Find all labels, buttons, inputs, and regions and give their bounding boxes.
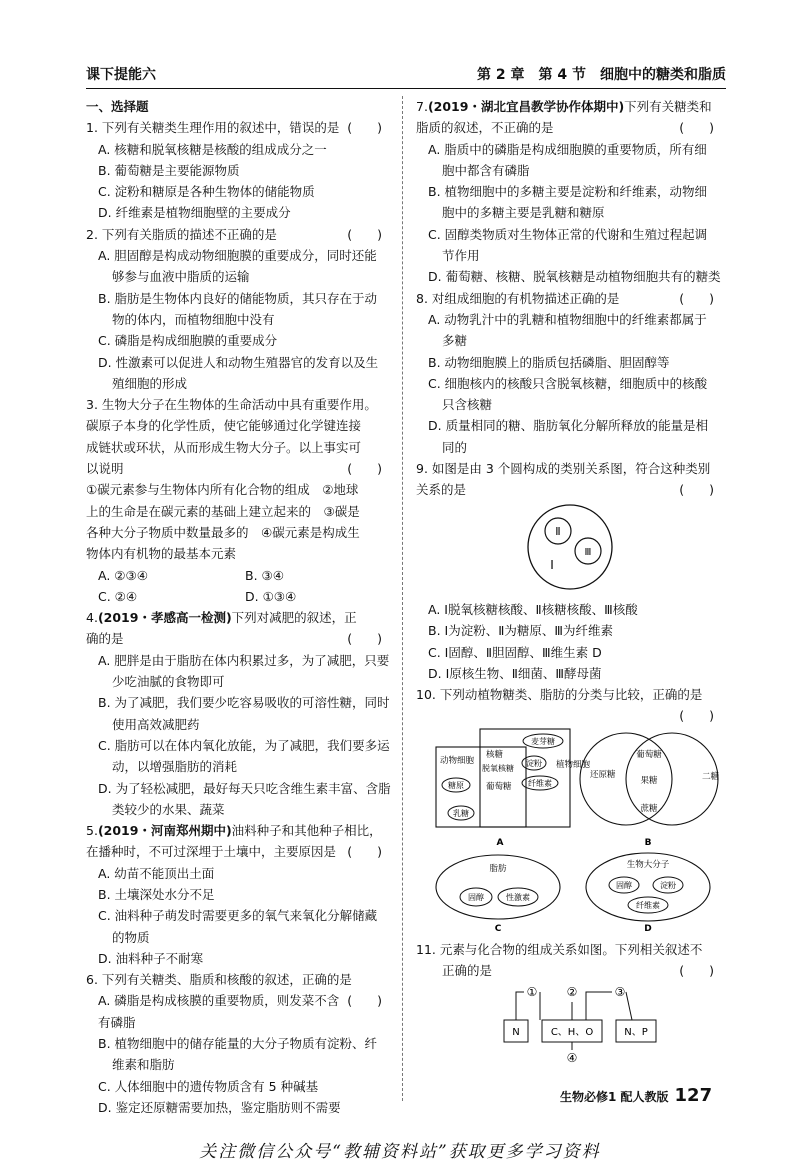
q4-stem: 下列对减肥的叙述，正	[231, 610, 357, 626]
left-column	[86, 96, 392, 1118]
label-a: A	[496, 837, 504, 848]
q9-stem-cont: 关系的是	[416, 482, 467, 498]
q6-option-b: B. 植物细胞中的储存能量的大分子物质有淀粉、纤	[98, 1036, 378, 1052]
q1-option-b: B. 葡萄糖是主要能源物质	[98, 162, 240, 178]
label-c: C	[494, 923, 502, 933]
q3-statement: 上的生命是在碳元素的基础上建立起来的 ③碳是	[86, 503, 360, 519]
page-number: 127	[674, 1085, 713, 1106]
link-np	[626, 992, 632, 1020]
circle-1: ①	[526, 984, 538, 999]
c-sterol: 固醇	[468, 892, 484, 902]
q7-option-a: A. 脂质中的磷脂是构成细胞膜的重要物质，所有细	[428, 141, 707, 157]
a-glycogen: 糖原	[448, 780, 464, 790]
q4-option-c-cont: 动，以增强脂肪的消耗	[112, 759, 238, 775]
a-deoxy: 脱氧核糖	[482, 763, 514, 773]
q2-option-a-cont: 够参与血液中脂质的运输	[112, 269, 250, 285]
answer-paren: ( )	[347, 631, 382, 647]
a-glucose: 葡萄糖	[486, 781, 512, 792]
q8-stem: 8. 对组成细胞的有机物描述正确的是	[416, 290, 620, 306]
q1-option-c: C. 淀粉和糖原是各种生物体的储能物质	[98, 184, 315, 200]
q6-stem: 6. 下列有关糖类、脂质和核酸的叙述，正确的是	[86, 972, 352, 988]
question-6	[86, 969, 392, 1118]
a-cellulose: 纤维素	[528, 778, 552, 788]
answer-paren: ( )	[347, 844, 382, 860]
a-plant: 植物细胞	[556, 759, 591, 770]
q4-option-b: B. 为了减肥，我们要少吃容易吸收的可溶性糖，同时	[98, 695, 390, 711]
q6-option-d: D. 鉴定还原糖需要加热，鉴定脂肪则不需要	[98, 1099, 341, 1115]
q3-option-c: C. ②④	[98, 588, 138, 604]
q9-option-b: B. Ⅰ为淀粉、Ⅱ为糖原、Ⅲ为纤维素	[428, 623, 613, 639]
circle-I	[528, 505, 612, 589]
q7-option-a-cont: 胞中都含有磷脂	[442, 162, 530, 178]
section-title: 一、选择题	[86, 99, 149, 114]
q5-source-tag: (2019・河南郑州期中)	[97, 823, 232, 839]
q1-stem: 1. 下列有关糖类生理作用的叙述中，错误的是	[86, 120, 340, 136]
column-divider	[402, 96, 403, 1101]
q11-stem: 11. 元素与化合物的组成关系如图。下列相关叙述不	[416, 942, 703, 958]
q7-option-b: B. 植物细胞中的多糖主要是淀粉和纤维素，动物细	[428, 184, 708, 200]
d-macro: 生物大分子	[626, 859, 670, 870]
q6-option-c: C. 人体细胞中的遗传物质含有 5 种碱基	[98, 1078, 319, 1094]
q9-option-d: D. Ⅰ原核生物、Ⅱ细菌、Ⅲ酵母菌	[428, 665, 602, 681]
q4-num: 4.	[86, 610, 98, 626]
q3-line: 碳原子本身的化学性质，使它能够通过化学键连接	[86, 418, 362, 434]
q3-statement: ①碳元素参与生物体内所有化合物的组成 ②地球	[86, 482, 359, 498]
label-d: D	[644, 923, 652, 933]
q10-diagrams	[416, 727, 724, 933]
q3-statement: 物体内有机物的最基本元素	[86, 546, 237, 562]
q3-option-b: B. ③④	[245, 567, 284, 583]
question-1	[86, 117, 392, 223]
q8-option-a: A. 动物乳汁中的乳糖和植物细胞中的纤维素都属于	[428, 311, 707, 327]
q7-option-c: C. 固醇类物质对生物体正常的代谢和生殖过程起调	[428, 226, 708, 242]
q4-option-a-cont: 少吃油腻的食物即可	[112, 674, 225, 690]
q5-option-b: B. 土壤深处水分不足	[98, 886, 215, 902]
b-fructose: 果糖	[640, 775, 658, 786]
label-III: Ⅲ	[584, 546, 592, 558]
q2-option-d-cont: 殖细胞的形成	[112, 375, 188, 391]
question-8	[416, 288, 724, 458]
q2-option-b-cont: 物的体内，而植物细胞中没有	[112, 311, 275, 327]
link-n	[516, 992, 524, 1020]
circle-4: ④	[566, 1050, 578, 1064]
q5-option-c: C. 油料种子萌发时需要更多的氧气来氧化分解储藏	[98, 908, 378, 924]
q3-line: 以说明	[86, 461, 124, 477]
question-2	[86, 224, 392, 394]
answer-paren: ( )	[347, 226, 382, 242]
answer-paren: ( )	[347, 120, 382, 136]
q2-option-b: B. 脂肪是生物体内良好的储能物质，其只存在于动	[98, 290, 378, 306]
header-left: 课下提能六	[86, 67, 156, 83]
q2-option-c: C. 磷脂是构成细胞膜的重要成分	[98, 333, 278, 349]
q5-stem-cont: 在播种时，不可过深埋于土壤中，主要原因是	[86, 844, 337, 860]
q7-num: 7.	[416, 99, 428, 114]
q8-option-b: B. 动物细胞膜上的脂质包括磷脂、胆固醇等	[428, 354, 670, 370]
q3-line: 3. 生物大分子在生物体的生命活动中具有重要作用。	[86, 397, 377, 413]
q11-element-diagram	[416, 982, 724, 1064]
page-header	[86, 62, 726, 89]
q4-option-d-cont: 类较少的水果、蔬菜	[112, 801, 225, 817]
q6-option-a: A. 磷脂是构成核膜的重要物质，则发菜不含有磷脂	[98, 993, 340, 1030]
answer-paren: ( )	[679, 290, 714, 306]
q8-option-d: D. 质量相同的糖、脂肪氧化分解所释放的能量是相	[428, 418, 709, 434]
q3-statement: 各种大分子物质中数量最多的 ④碳元素是构成生	[86, 524, 360, 540]
q1-option-a: A. 核糖和脱氧核糖是核酸的组成成分之一	[98, 141, 327, 157]
b-sucrose: 蔗糖	[640, 803, 658, 814]
q3-option-a: A. ②③④	[98, 567, 148, 583]
q5-stem: 油料种子和其他种子相比，	[231, 823, 382, 839]
link-cho-3	[586, 992, 612, 1020]
q3-line: 成链状或环状，从而形成生物大分子。以上事实可	[86, 439, 362, 455]
c-sexh: 性激素	[506, 892, 530, 902]
q4-option-a: A. 肥胖是由于脂肪在体内积累过多，为了减肥，只要	[98, 652, 390, 668]
q4-option-d: D. 为了轻松减肥，最好每天只吃含维生素丰富、含脂	[98, 780, 391, 796]
answer-paren: ( )	[679, 708, 714, 724]
a-maltose: 麦芽糖	[531, 736, 555, 746]
q2-option-a: A. 胆固醇是构成动物细胞膜的重要成分，同时还能	[98, 248, 377, 264]
q4-stem-cont: 确的是	[86, 631, 124, 647]
b-reducing: 还原糖	[590, 769, 616, 780]
q4-source-tag: (2019・孝感高一检测)	[97, 610, 232, 626]
q4-option-b-cont: 使用高效减肥药	[112, 716, 200, 732]
a-starch: 淀粉	[526, 758, 542, 768]
question-10	[416, 684, 724, 939]
q8-option-c-cont: 只含核糖	[442, 397, 493, 413]
answer-paren: ( )	[347, 993, 382, 1009]
answer-paren: ( )	[679, 963, 714, 979]
q3-option-d: D. ①③④	[245, 588, 297, 604]
question-9	[416, 458, 724, 684]
label-b: B	[644, 837, 652, 848]
q5-option-a: A. 幼苗不能顶出土面	[98, 865, 215, 881]
a-lactose: 乳糖	[453, 808, 469, 818]
answer-paren: ( )	[679, 482, 714, 498]
q9-option-a: A. Ⅰ脱氧核糖核酸、Ⅱ核糖核酸、Ⅲ核酸	[428, 601, 638, 617]
q8-option-c: C. 细胞核内的核酸只含脱氧核糖，细胞质中的核酸	[428, 375, 708, 391]
q9-option-c: C. Ⅰ固醇、Ⅱ胆固醇、Ⅲ维生素 D	[428, 644, 602, 660]
b-di: 二糖	[702, 771, 720, 782]
q9-circle-diagram	[416, 501, 724, 593]
circle-2: ②	[566, 984, 578, 999]
q7-stem-cont: 脂质的叙述，不正确的是	[416, 120, 554, 136]
q7-source-tag: (2019・湖北宜昌教学协作体期中)	[427, 99, 625, 114]
label-I: Ⅰ	[550, 557, 554, 572]
a-animal: 动物细胞	[440, 755, 475, 766]
right-column	[416, 96, 724, 1070]
q5-option-c-cont: 的物质	[112, 929, 150, 945]
q2-option-d: D. 性激素可以促进人和动物生殖器官的发育以及生	[98, 354, 379, 370]
question-7	[416, 96, 724, 288]
label-cho: C、H、O	[550, 1026, 594, 1038]
q5-option-d: D. 油料种子不耐寒	[98, 950, 204, 966]
label-II: Ⅱ	[555, 524, 561, 538]
q1-option-d: D. 纤维素是植物细胞壁的主要成分	[98, 205, 291, 221]
q7-option-b-cont: 胞中的多糖主要是乳糖和糖原	[442, 205, 605, 221]
label-n: N	[512, 1026, 520, 1038]
label-np: N、P	[624, 1026, 648, 1038]
q7-stem: 下列有关糖类和	[624, 99, 712, 114]
q2-stem: 2. 下列有关脂质的描述不正确的是	[86, 226, 277, 242]
question-4	[86, 607, 392, 820]
d-cellulose: 纤维素	[636, 900, 660, 910]
circle-3: ③	[614, 984, 626, 999]
answer-paren: ( )	[347, 461, 382, 477]
q10-stem: 10. 下列动植物糖类、脂肪的分类与比较，正确的是	[416, 687, 703, 703]
answer-paren: ( )	[679, 120, 714, 136]
a-center: 核糖	[486, 749, 504, 760]
question-5	[86, 820, 392, 969]
d-sterol: 固醇	[616, 880, 632, 890]
c-fat: 脂肪	[489, 863, 507, 874]
question-11	[416, 939, 724, 1070]
q9-stem: 9. 如图是由 3 个圆构成的类别关系图，符合这种类别	[416, 461, 711, 477]
header-right: 第 2 章 第 4 节 细胞中的糖类和脂质	[477, 67, 726, 83]
q7-option-c-cont: 节作用	[442, 248, 480, 264]
q8-option-a-cont: 多糖	[442, 333, 468, 349]
q11-stem-cont: 正确的是	[442, 963, 493, 979]
q5-num: 5.	[86, 823, 98, 839]
q6-option-b-cont: 维素和脂肪	[112, 1057, 175, 1073]
d-starch: 淀粉	[660, 880, 676, 890]
page-footer	[560, 1085, 712, 1106]
question-3	[86, 394, 392, 607]
b-glucose: 葡萄糖	[636, 749, 662, 760]
bottom-note: 关注微信公众号“教辅资料站”获取更多学习资料	[199, 1142, 601, 1162]
q4-option-c: C. 脂肪可以在体内氧化放能，为了减肥，我们要多运	[98, 737, 390, 753]
q7-option-d: D. 葡萄糖、核糖、脱氧核糖是动植物细胞共有的糖类	[428, 269, 721, 285]
q8-option-d-cont: 同的	[442, 439, 468, 455]
footer-book: 生物必修1 配人教版	[560, 1090, 669, 1104]
